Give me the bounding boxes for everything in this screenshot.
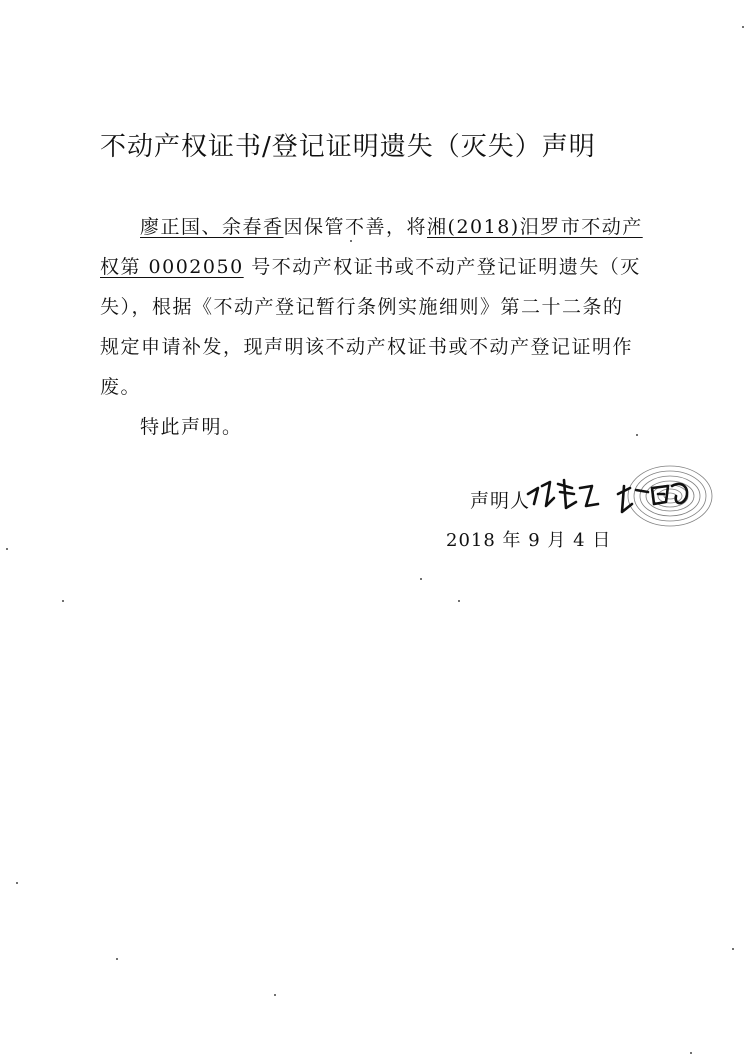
scan-speck xyxy=(732,948,734,950)
paragraph-line-4: 规定申请补发，现声明该不动产权证书或不动产登记证明作 xyxy=(100,336,634,358)
certificate-number: 权第 0002050 xyxy=(100,256,244,278)
scan-speck xyxy=(350,240,352,242)
scan-speck xyxy=(116,958,118,960)
owner-names: 廖正国、余春香 xyxy=(140,216,284,238)
paragraph-text: 号不动产权证书或不动产登记证明遗失（灭 xyxy=(243,256,641,278)
scan-speck xyxy=(274,994,276,996)
declaration-date: 2018 年 9 月 4 日 xyxy=(446,530,612,551)
scan-speck xyxy=(16,882,18,884)
paragraph-line-1 xyxy=(100,207,643,247)
page-title: 不动产权证书/登记证明遗失（灭失）声明 xyxy=(100,132,596,162)
paragraph-line-2 xyxy=(100,247,640,287)
scan-speck xyxy=(458,600,460,602)
fingerprint xyxy=(628,466,712,526)
paragraph-text: 因保管不善，将 xyxy=(283,216,428,238)
scan-speck xyxy=(62,600,64,602)
signature-strokes xyxy=(528,480,687,512)
closing-statement: 特此声明。 xyxy=(140,416,243,438)
paragraph-line-3: 失），根据《不动产登记暂行条例实施细则》第二十二条的 xyxy=(100,296,624,318)
scan-speck xyxy=(420,578,422,580)
paragraph-line-5: 废。 xyxy=(100,376,142,398)
scan-speck xyxy=(6,548,8,550)
scan-speck xyxy=(742,26,744,28)
scan-speck xyxy=(636,434,638,436)
declarant-label: 声明人 xyxy=(470,490,531,512)
declaration-paragraph xyxy=(100,207,643,407)
certificate-number-prefix: 湘(2018)汨罗市不动产 xyxy=(427,216,643,238)
scan-speck xyxy=(690,1052,692,1054)
